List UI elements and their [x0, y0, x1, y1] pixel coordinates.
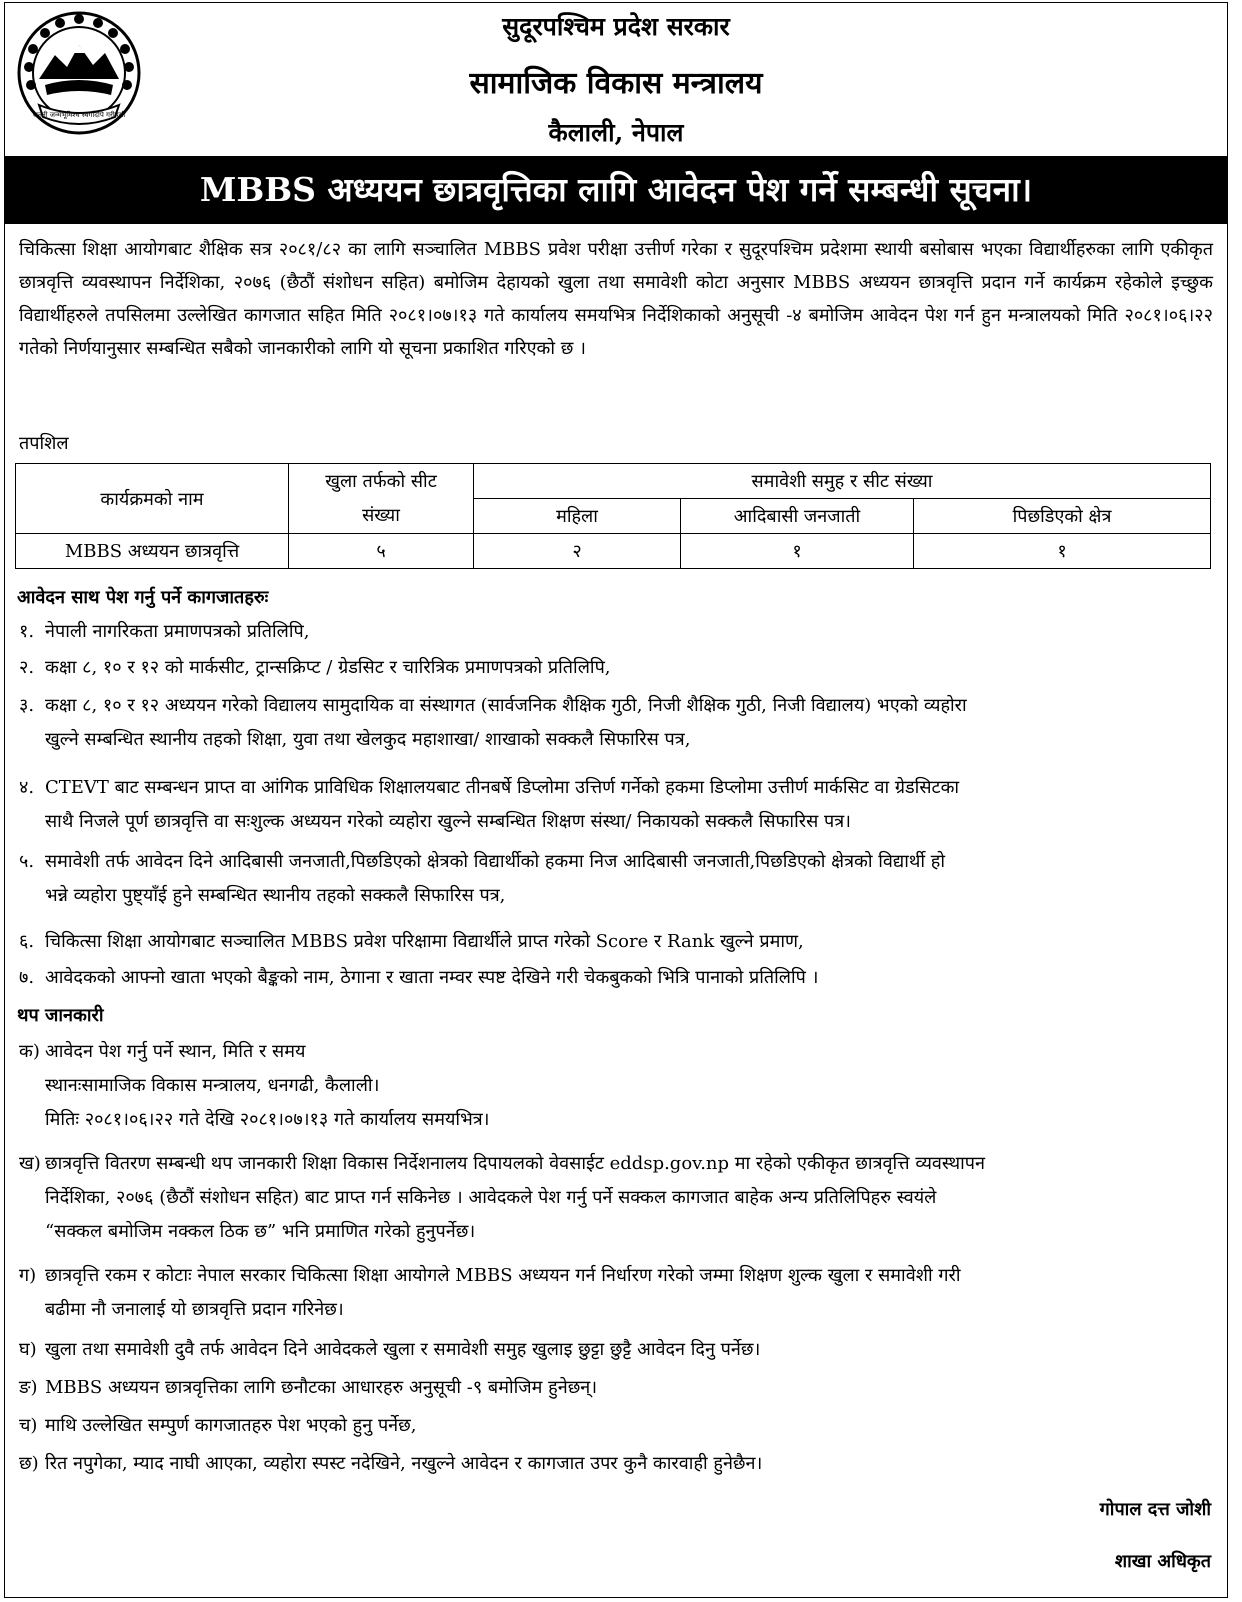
header-inclusive: समावेशी समुह र सीट संख्या — [474, 464, 1211, 499]
government-name: सुदूरपश्चिम प्रदेश सरकार — [502, 12, 730, 41]
item-text-cont: स्थानःसामाजिक विकास मन्त्रालय, धनगढी, कैलाली। — [45, 1075, 380, 1096]
item-label: घ) — [19, 1339, 37, 1360]
tapasil-label: तपशिल — [19, 433, 69, 454]
header-program: कार्यक्रमको नाम — [16, 464, 289, 534]
documents-title: आवेदन साथ पेश गर्नु पर्ने कागजातहरुः — [17, 587, 269, 608]
item-label: ङ) — [19, 1377, 38, 1398]
cell-women: २ — [474, 534, 681, 569]
cell-program: MBBS अध्ययन छात्रवृत्ति — [16, 534, 289, 569]
item-number: ४. — [19, 777, 35, 798]
list-item — [19, 771, 1213, 839]
list-item — [19, 925, 1213, 959]
list-item — [19, 651, 1213, 685]
item-number: ३. — [19, 695, 35, 716]
item-number: ६. — [19, 931, 35, 952]
item-text: माथि उल्लेखित सम्पुर्ण कागजातहरु पेश भएको हुनु पर्नेछ, — [45, 1415, 417, 1436]
info-item-gha — [19, 1333, 1213, 1367]
item-label: क) — [19, 1041, 40, 1062]
cell-backward: १ — [914, 534, 1211, 569]
seat-table — [15, 463, 1211, 569]
item-label: छ) — [19, 1453, 39, 1474]
item-text: समावेशी तर्फ आवेदन दिने आदिबासी जनजाती,पिछडिएको क्षेत्रको विद्यार्थीको हकमा निज आदिबासी जनजाती,पिछडिएको क्षेत्रको विद्यार्थी हो — [45, 851, 946, 872]
info-item-cha — [19, 1409, 1213, 1443]
header-women: महिला — [474, 499, 681, 534]
item-text-cont: बढीमा नौ जनालाई यो छात्रवृत्ति प्रदान गरिनेछ। — [45, 1299, 344, 1320]
info-item-kha — [19, 1147, 1213, 1249]
item-text: रित नपुगेका, म्याद नाघी आएका, व्यहोरा स्पस्ट नदेखिने, नखुल्ने आवेदन र कागजात उपर कुनै कारवाही हुनेछैन। — [45, 1453, 763, 1474]
item-text: कक्षा ८, १० र १२ अध्ययन गरेको विद्यालय सामुदायिक वा संस्थागत (सार्वजनिक शैक्षिक गुठी, निजी शैक्षिक गुठी, निजी विद्यालय) भएको व्यहोरा — [45, 695, 967, 716]
item-text-cont: निर्देशिका, २०७६ (छैठौं संशोधन सहित) बाट प्राप्त गर्न सकिनेछ । आवेदकले पेश गर्नु पर्ने सक्कल कागजात बाहेक अन्य प्रतिलिपिहरु स्वयंले — [45, 1187, 937, 1208]
item-text: MBBS अध्ययन छात्रवृत्तिका लागि छनौटका आधारहरु अनुसूची -९ बमोजिम हुनेछन्। — [45, 1377, 598, 1398]
header-open-line1: खुला तर्फको सीट — [325, 470, 437, 492]
item-text: CTEVT बाट सम्बन्धन प्राप्त वा आंगिक प्राविधिक शिक्षालयबाट तीनबर्षे डिप्लोमा उत्तिर्ण गर्नेको हकमा डिप्लोमा उत्तीर्ण मार्कसिट वा ग्रेडसिटका — [45, 777, 960, 798]
item-text: खुला तथा समावेशी दुवै तर्फ आवेदन दिने आवेदकले खुला र समावेशी समुह खुलाइ छुट्टा छुट्टै आवेदन दिनु पर्नेछ। — [45, 1339, 761, 1360]
list-item — [19, 845, 1213, 913]
emblem-motto: जननी जन्मभूमिश्च स्वर्गादपि गरीयसी — [32, 111, 126, 119]
item-label: ख) — [19, 1153, 41, 1174]
item-text: छात्रवृत्ति वितरण सम्बन्धी थप जानकारी शिक्षा विकास निर्देशनालय दिपायलको वेवसाईट eddsp.gov.np मा रहेको एकीकृत छात्रवृत्ति व्यवस्थापन — [45, 1153, 985, 1174]
item-text-cont: “सक्कल बमोजिम नक्कल ठिक छ” भनि प्रमाणित गरेको हुनुपर्नेछ। — [45, 1221, 476, 1242]
list-item — [19, 615, 1213, 649]
item-text: छात्रवृत्ति रकम र कोटाः नेपाल सरकार चिकित्सा शिक्षा आयोगले MBBS अध्ययन गर्न निर्धारण गरेको जम्मा शिक्षण शुल्क खुला र समावेशी गरी — [45, 1265, 961, 1286]
item-number: २. — [19, 657, 35, 678]
item-number: १. — [19, 621, 35, 642]
item-text: आवेदकको आफ्नो खाता भएको बैङ्कको नाम, ठेगाना र खाता नम्वर स्पष्ट देखिने गरी चेकबुकको भित्रि पानाको प्रतिलिपि । — [45, 967, 819, 988]
info-item-nga — [19, 1371, 1213, 1405]
item-number: ५. — [19, 851, 35, 872]
item-text: कक्षा ८, १० र १२ को मार्कसीट, ट्रान्सक्रिप्ट / ग्रेडसिट र चारित्रिक प्रमाणपत्रको प्रतिलिपि, — [45, 657, 611, 678]
info-item-ka — [19, 1035, 1213, 1137]
notice-page — [4, 2, 1228, 1598]
item-label: ग) — [19, 1265, 37, 1286]
info-item-chha — [19, 1447, 1213, 1481]
header-indigenous: आदिबासी जनजाती — [681, 499, 914, 534]
item-number: ७. — [19, 967, 35, 988]
list-item — [19, 689, 1213, 757]
item-text-cont: मितिः २०८१।०६।२२ गते देखि २०८१।०७।१३ गते कार्यालय समयभित्र। — [45, 1109, 490, 1130]
info-item-ga — [19, 1259, 1213, 1327]
item-text-cont: साथै निजले पूर्ण छात्रवृत्ति वा सःशुल्क अध्ययन गरेको व्यहोरा खुल्ने सम्बन्धित शिक्षण संस्था/ निकायको सक्कलै सिफारिस पत्र। — [45, 811, 851, 832]
item-text: आवेदन पेश गर्नु पर्ने स्थान, मिति र समय — [45, 1041, 306, 1062]
item-text-cont: भन्ने व्यहोरा पुष्ट्याँई हुने सम्बन्धित स्थानीय तहको सक्कलै सिफारिस पत्र, — [45, 885, 506, 906]
header-open-line2: संख्या — [362, 504, 400, 526]
item-label: च) — [19, 1415, 38, 1436]
item-text: चिकित्सा शिक्षा आयोगबाट सञ्चालित MBBS प्रवेश परिक्षामा विद्यार्थीले प्राप्त गरेको Score र Rank खुल्ने प्रमाण, — [45, 931, 804, 952]
item-text-cont: खुल्ने सम्बन्धित स्थानीय तहको शिक्षा, युवा तथा खेलकुद महाशाखा/ शाखाको सक्कलै सिफारिस पत्र, — [45, 729, 691, 750]
signatory-name: गोपाल दत्त जोशी — [1099, 1499, 1211, 1520]
cell-open: ५ — [289, 534, 474, 569]
table-row — [16, 534, 1211, 569]
ministry-name: सामाजिक विकास मन्त्रालय — [469, 66, 763, 101]
more-info-title: थप जानकारी — [17, 1005, 104, 1026]
office-location: कैलाली, नेपाल — [548, 118, 684, 147]
cell-indigenous: १ — [681, 534, 914, 569]
signatory-title: शाखा अधिकृत — [1114, 1551, 1211, 1572]
header-open-seats — [289, 464, 474, 534]
item-text: नेपाली नागरिकता प्रमाणपत्रको प्रतिलिपि, — [45, 621, 310, 642]
header-backward: पिछडिएको क्षेत्र — [914, 499, 1211, 534]
notice-title: MBBS अध्ययन छात्रवृत्तिका लागि आवेदन पेश गर्ने सम्बन्धी सूचना। — [5, 156, 1227, 224]
intro-paragraph: चिकित्सा शिक्षा आयोगबाट शैक्षिक सत्र २०८१/८२ का लागि सञ्चालित MBBS प्रवेश परीक्षा उत्तीर्ण गरेका र सुदूरपश्चिम प्रदेशमा स्थायी बसोबास भएका विद्यार्थीहरुका लागि एकीकृत छात्रवृत्ति व्यवस्थापन निर्देशिका, २०७६ (छैठौं संशोधन सहित) बमोजिम देहायको खुला तथा समावेशी कोटा अनुसार MBBS अध्ययन छात्रवृत्ति प्रदान गर्ने कार्यक्रम रहेकोले इच्छुक विद्यार्थीहरुले तपसिलमा उल्लेखित कागजात सहित मिति २०८१।०७।१३ गते कार्यालय समयभित्र निर्देशिकाको अनुसूची -४ बमोजिम आवेदन पेश गर्न हुन मन्त्रालयको मिति २०८१।०६।२२ गतेको निर्णयानुसार सम्बन्धित सबैको जानकारीको लागि यो सूचना प्रकाशित गरिएको छ । — [19, 239, 1213, 359]
list-item — [19, 961, 1213, 995]
